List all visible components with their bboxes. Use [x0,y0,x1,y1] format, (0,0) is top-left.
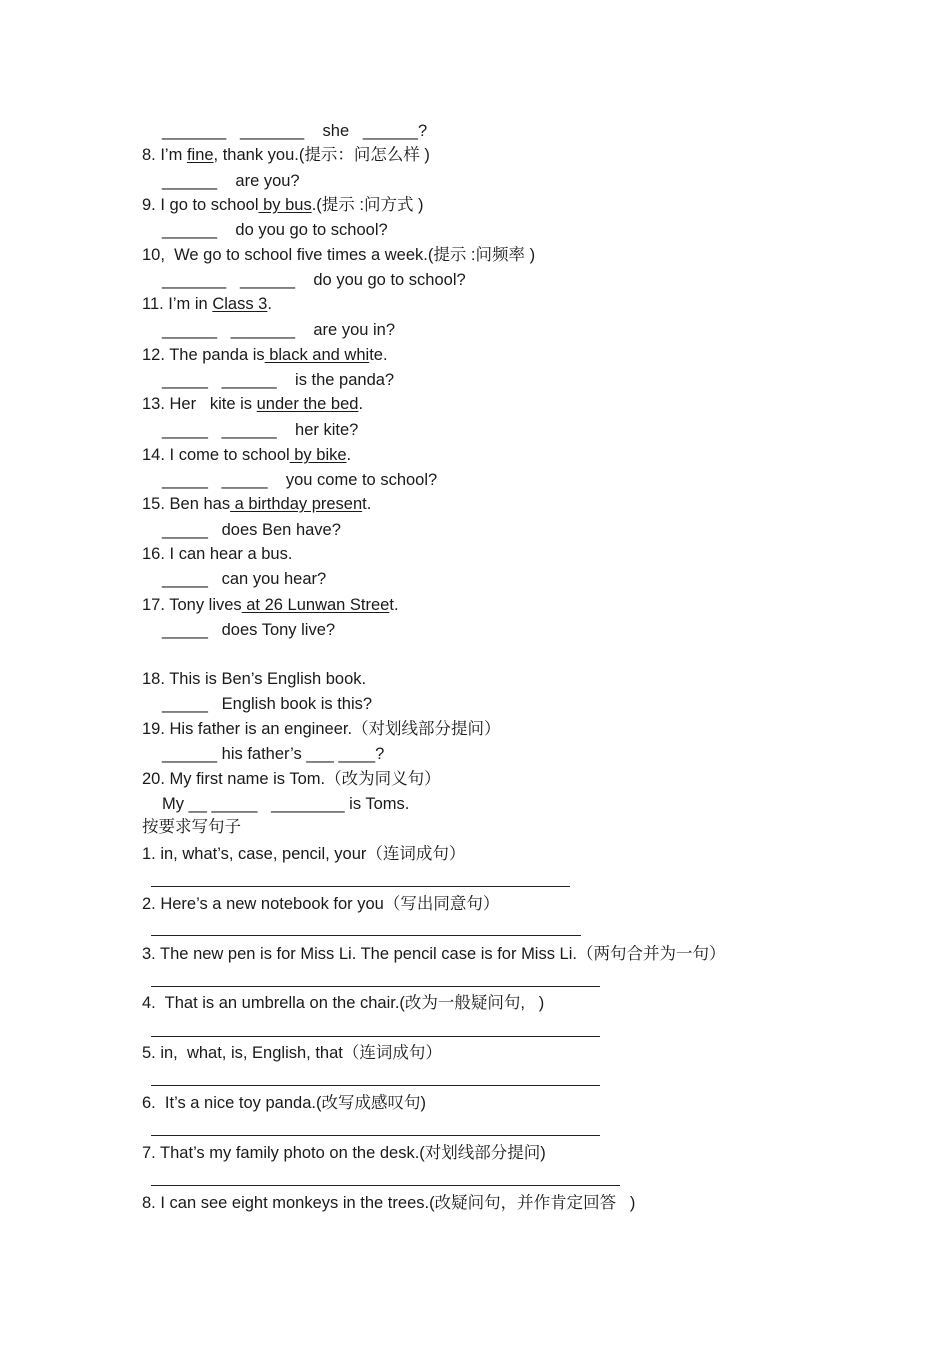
answer-blank-line [151,1135,600,1136]
underlined-phrase: fine [186,146,214,164]
line-text: 20. My first name is Tom.（改为同义句） [142,770,441,788]
worksheet-line [142,445,351,465]
worksheet-line [162,470,437,490]
line-text: . [358,395,364,413]
line-text: 15. Ben has [142,495,231,513]
answer-blank-line [151,935,581,936]
worksheet-line [162,694,372,714]
line-text: 7. That’s my family photo on the desk.(对划线部分提问) [142,1144,546,1162]
worksheet-line [142,394,363,414]
underlined-phrase: black and whi [264,346,370,364]
worksheet-line [142,544,292,564]
worksheet-line [142,844,465,864]
line-text: 6. It’s a nice toy panda.(改写成感叹句) [142,1094,426,1112]
line-text: _____ ______ is the panda? [162,371,395,389]
worksheet-line [162,620,335,640]
underlined-phrase: Class 3 [212,295,268,313]
line-text: _____ does Tony live? [162,621,336,639]
worksheet-line [142,494,371,514]
underlined-phrase: by bus [258,196,312,214]
worksheet-line [162,569,326,589]
line-text: _____ ______ her kite? [162,421,359,439]
line-text: .(提示 :问方式 ) [311,196,424,214]
answer-blank-line [151,1085,600,1086]
line-text: 3. The new pen is for Miss Li. The pencil case is for Miss Li.（两句合并为一句） [142,945,726,963]
line-text: . [346,446,352,464]
line-text: _____ can you hear? [162,570,327,588]
worksheet-line [162,794,409,814]
line-text: 19. His father is an engineer.（对划线部分提问） [142,720,501,738]
line-text: 4. That is an umbrella on the chair.(改为一般疑问句, ) [142,994,545,1012]
line-text: 10, We go to school five times a week.(提示 :问频率 ) [142,246,536,264]
line-text: My __ _____ ________ is Toms. [162,795,410,813]
line-text: 16. I can hear a bus. [142,545,293,563]
worksheet-line [142,769,441,789]
line-text: 按要求写句子 [142,818,241,836]
line-text: te. [369,346,388,364]
line-text: _____ English book is this? [162,695,373,713]
line-text: 14. I come to school [142,446,290,464]
worksheet-line [142,719,501,739]
worksheet-line [142,195,424,215]
worksheet-line [142,1143,546,1163]
worksheet-line [162,320,395,340]
line-text: . [267,295,272,313]
worksheet-line [142,595,399,615]
worksheet-line [162,270,466,290]
line-text: 2. Here’s a new notebook for you（写出同意句） [142,895,500,913]
underlined-phrase: a birthday presen [230,495,363,513]
line-text: _____ _____ you come to school? [162,471,438,489]
line-text: 9. I go to school [142,196,259,214]
answer-blank-line [151,986,600,987]
worksheet-line [142,944,726,964]
line-text: 11. I’m in [142,295,213,313]
worksheet-line [142,1193,635,1213]
worksheet-line [162,171,300,191]
line-text: 12. The panda is [142,346,265,364]
line-text: t. [362,495,372,513]
answer-blank-line [151,886,570,887]
line-text: _______ ______ do you go to school? [162,271,466,289]
worksheet-line [142,894,499,914]
worksheet-line [162,220,388,240]
line-text: 18. This is Ben’s English book. [142,670,367,688]
line-text: 8. I can see eight monkeys in the trees.(改疑问句，并作肯定回答 ) [142,1194,636,1212]
worksheet-line [162,420,358,440]
underlined-phrase: under the bed [256,395,359,413]
worksheet-line [162,744,384,764]
line-text: ______ his father’s ___ ____? [162,745,385,763]
line-text: _____ does Ben have? [162,521,341,539]
line-text: ______ _______ are you in? [162,321,396,339]
line-text: 8. I’m [142,146,187,164]
line-text: 5. in, what, is, English, that（连词成句） [142,1044,442,1062]
worksheet-line [142,993,544,1013]
underlined-phrase: at 26 Lunwan Stree [241,596,390,614]
worksheet-line [142,294,272,314]
worksheet-line [142,669,366,689]
worksheet-line [142,1093,426,1113]
underlined-phrase: by bike [289,446,347,464]
answer-blank-line [151,1036,600,1037]
worksheet-line [142,245,535,265]
worksheet-line [142,145,430,165]
worksheet-line [142,817,241,837]
line-text: _______ _______ she ______? [162,122,428,140]
line-text: 13. Her kite is [142,395,257,413]
worksheet-line [142,1043,442,1063]
answer-blank-line [151,1185,620,1186]
worksheet-line [142,345,388,365]
line-text: t. [389,596,399,614]
line-text: 17. Tony lives [142,596,242,614]
line-text: , thank you.(提示：问怎么样 ) [213,146,430,164]
worksheet-line [162,121,427,141]
worksheet-line [162,520,341,540]
line-text: ______ do you go to school? [162,221,388,239]
line-text: ______ are you? [162,172,300,190]
worksheet-line [162,370,394,390]
line-text: 1. in, what’s, case, pencil, your（连词成句） [142,845,466,863]
